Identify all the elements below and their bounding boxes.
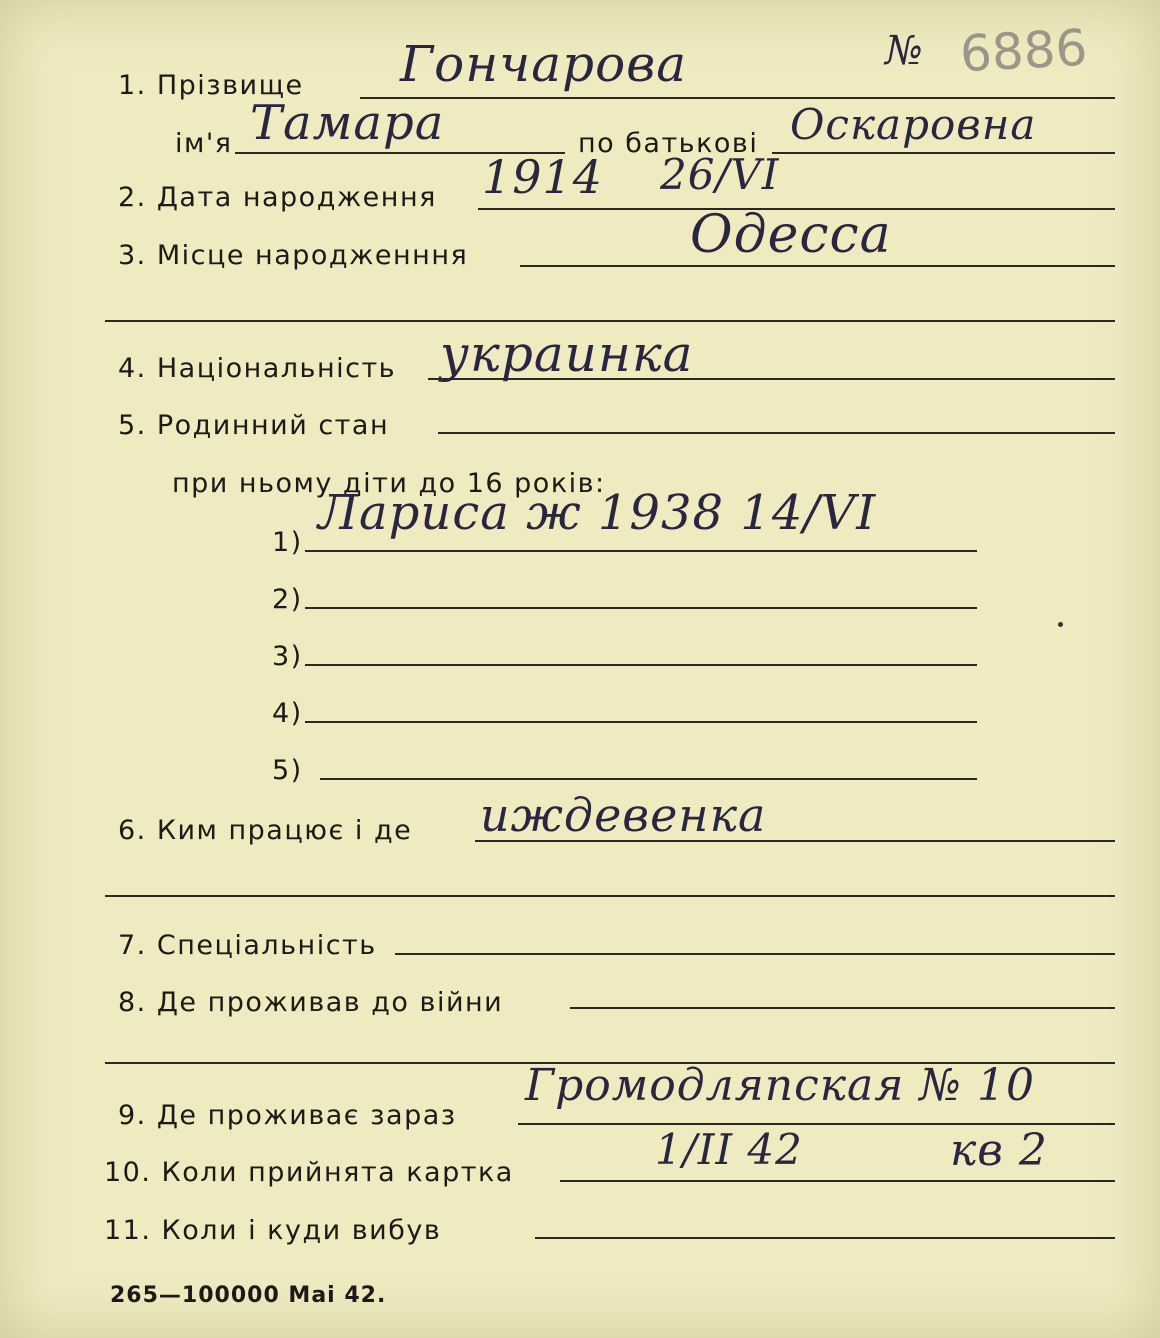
- birth-place-label: 3. Місце народженння: [118, 240, 469, 271]
- child-5-line: [320, 778, 977, 780]
- marital-status-label: 5. Родинний стан: [118, 410, 390, 441]
- patronymic-label: по батькові: [578, 128, 759, 159]
- birth-date-day: 26/VI: [660, 150, 780, 199]
- patronymic-line: [772, 152, 1115, 154]
- prewar-residence-line: [570, 1007, 1115, 1009]
- child-3-line: [305, 664, 977, 666]
- child-3-label: 3): [272, 641, 303, 672]
- print-code: 265—100000 Мai 42.: [110, 1283, 387, 1308]
- occupation-value: иждевенка: [480, 788, 767, 842]
- child-1-label: 1): [272, 527, 303, 558]
- departure-label: 11. Коли і куди вибув: [104, 1215, 442, 1246]
- occupation-label: 6. Ким працює і де: [118, 815, 413, 846]
- surname-label: 1. Прізвище: [118, 70, 304, 101]
- marital-status-line: [438, 432, 1115, 434]
- current-residence-value: Громодляпская № 10: [525, 1060, 1036, 1111]
- card-accepted-date: 1/II 42: [655, 1125, 803, 1174]
- card-number: 6886: [958, 18, 1089, 84]
- specialty-line: [395, 953, 1115, 955]
- card-accepted-number: кв 2: [950, 1125, 1048, 1176]
- birth-date-label: 2. Дата народження: [118, 182, 437, 213]
- departure-line: [535, 1237, 1115, 1239]
- ink-dot: [1058, 622, 1063, 627]
- occupation-line-2: [105, 895, 1115, 897]
- children-header: при ньому діти до 16 років:: [172, 468, 606, 499]
- current-residence-label: 9. Де проживає зараз: [118, 1100, 457, 1131]
- card-accepted-line: [560, 1180, 1115, 1182]
- child-1-line: [305, 550, 977, 552]
- nationality-label: 4. Національність: [118, 353, 397, 384]
- prewar-residence-label: 8. Де проживав до війни: [118, 987, 504, 1018]
- patronymic-value: Оскаровна: [790, 100, 1037, 149]
- card-number-prefix: №: [885, 28, 924, 74]
- child-2-line: [305, 607, 977, 609]
- child-4-line: [305, 721, 977, 723]
- birth-place-line: [520, 265, 1115, 267]
- nationality-value: украинка: [440, 325, 694, 383]
- surname-value: Гончарова: [400, 35, 688, 93]
- child-1-value: Лариса ж 1938 14/VI: [318, 485, 877, 541]
- first-name-label: ім'я: [175, 128, 233, 159]
- specialty-label: 7. Спеціальність: [118, 930, 377, 961]
- birth-place-line-2: [105, 320, 1115, 322]
- card-accepted-label: 10. Коли прийнята картка: [104, 1157, 514, 1188]
- child-5-label: 5): [272, 755, 303, 786]
- child-2-label: 2): [272, 584, 303, 615]
- child-4-label: 4): [272, 698, 303, 729]
- first-name-value: Тамара: [250, 95, 445, 151]
- birth-date-year: 1914: [482, 150, 604, 204]
- surname-line: [360, 97, 1115, 99]
- birth-place-value: Одесса: [690, 205, 892, 265]
